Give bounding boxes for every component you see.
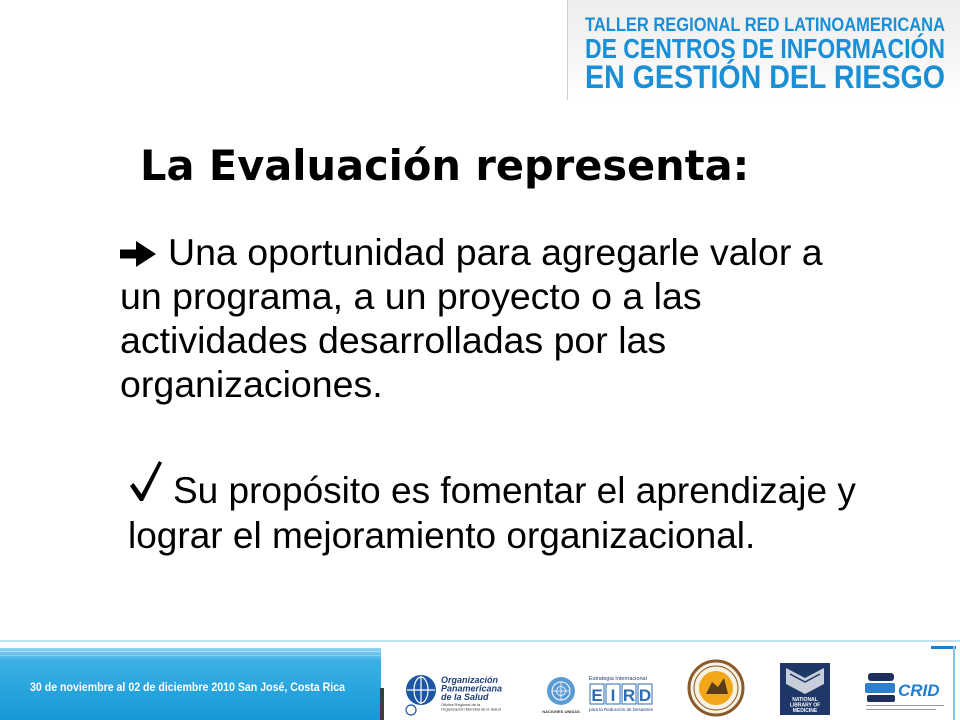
event-banner <box>567 0 960 100</box>
bullet-text-line: Su propósito es fomentar el aprendizaje y <box>173 470 856 511</box>
footer-date-bar <box>0 648 381 720</box>
un-logo <box>542 677 580 714</box>
event-date-place: 30 de noviembre al 02 de diciembre 2010 San José, Costa Rica <box>30 682 346 694</box>
bullet-text-line: un programa, a un proyecto o a las <box>120 275 702 317</box>
ops-sub-line: Organización Mundial de la Salud <box>441 706 501 712</box>
banner-line-2: DE CENTROS DE INFORMACIÓN <box>585 33 945 64</box>
bullet-text-line: lograr el mejoramiento organizacional. <box>128 515 756 556</box>
eird-letters: EIRD <box>591 686 652 705</box>
who-emblem-icon <box>406 705 416 715</box>
bullet-text-line: Una oportunidad para agregarle valor a <box>168 231 823 273</box>
bullet-text-line: actividades desarrolladas por las <box>120 319 667 361</box>
eird-logo <box>589 676 654 712</box>
crid-caption-lines <box>866 709 936 710</box>
nlm-logo <box>780 663 830 715</box>
crid-caption-lines <box>866 705 944 706</box>
un-caption: NACIONES UNIDAS <box>542 709 580 714</box>
footer-right-rule <box>953 646 955 720</box>
bullet-text-line: organizaciones. <box>120 363 383 405</box>
crid-name: CRID <box>898 681 940 700</box>
banner-line-3: EN GESTIÓN DEL RIESGO <box>585 59 945 95</box>
crid-logo <box>865 673 944 710</box>
round-seal-logo <box>689 661 743 715</box>
banner-line-1: TALLER REGIONAL RED LATINOAMERICANA <box>585 15 946 36</box>
nlm-text-line: NATIONAL <box>792 697 818 703</box>
footer-corner-accent <box>931 646 956 649</box>
ops-logo <box>406 675 502 715</box>
ops-name-line: Organización <box>441 675 499 685</box>
eird-top-text: Estrategia Internacional <box>589 676 647 682</box>
bullet-point-purpose <box>128 468 856 558</box>
ops-name-line: Panamericana <box>441 683 503 694</box>
crid-stack-logo <box>865 673 895 702</box>
footer-divider <box>380 688 384 720</box>
ops-sub-line: Oficina Regional de la <box>441 702 481 707</box>
ops-name-line: de la Salud <box>441 692 489 702</box>
footer-top-rule <box>0 640 960 642</box>
nlm-text-line: LIBRARY OF <box>789 702 821 709</box>
bullet-point-opportunity <box>120 230 823 406</box>
slide-title: La Evaluación representa: <box>140 141 750 190</box>
nlm-text-line: MEDICINE <box>792 708 818 714</box>
eird-bottom-text: para la Reducción de Desastres <box>589 707 654 712</box>
slide-footer <box>0 640 960 720</box>
